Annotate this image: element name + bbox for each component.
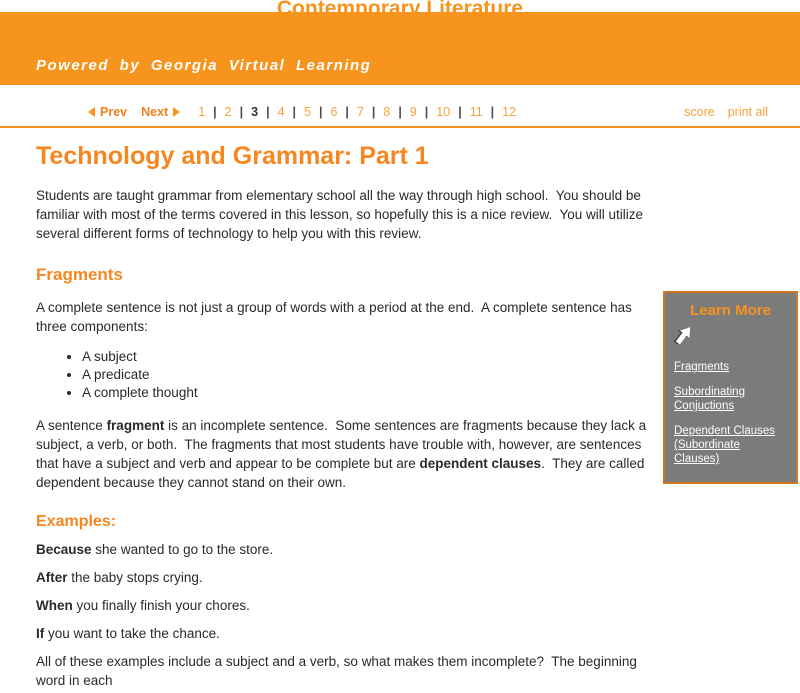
sidebar-link-fragments[interactable]: Fragments: [674, 361, 729, 373]
list-item: • A subject: [82, 348, 654, 366]
learn-more-panel: [663, 291, 798, 484]
example-sentence: Because she wanted to go to the store.: [36, 542, 274, 557]
arrow-up-right-icon: [672, 321, 696, 349]
page-link-11[interactable]: | 11: [450, 105, 482, 119]
next-button[interactable]: [141, 105, 180, 119]
prev-label: Prev: [100, 105, 128, 119]
learn-more-title: Learn More: [690, 302, 771, 319]
title-strip: [0, 0, 800, 20]
next-label: Next: [141, 105, 169, 119]
page-link-4[interactable]: | 4: [258, 105, 284, 119]
list-item: • A complete thought: [82, 384, 654, 402]
main-content: [0, 143, 800, 690]
examples-heading: Examples:: [36, 513, 117, 530]
page-number-list: [198, 105, 516, 119]
page-link-5[interactable]: | 5: [285, 105, 311, 119]
triangle-right-icon: [173, 107, 180, 117]
page-link-12[interactable]: | 12: [483, 105, 516, 119]
page-link-8[interactable]: | 8: [364, 105, 390, 119]
page-link-6[interactable]: | 6: [311, 105, 337, 119]
prev-button[interactable]: [88, 105, 127, 119]
nav-right-links: [684, 105, 768, 119]
components-list: [36, 348, 654, 402]
intro-paragraph: Students are taught grammar from elementary school all the way through high school. You should be familiar with most of the terms covered in this lesson, so hopefully this is a nice review. You will utilize several different forms of technology to help you with this review.: [36, 188, 647, 241]
fragments-heading: Fragments: [36, 265, 123, 284]
page-link-9[interactable]: | 9: [390, 105, 416, 119]
fragment-paragraph: A sentence fragment is an incomplete sentence. Some sentences are fragments because they lack a subject, a verb, or both. The fragments that most students have trouble with, however, are sentences that have a subject and verb and appear to be complete but are dependent clauses. They are called dependent because they cannot stand on their own.: [36, 418, 650, 490]
page-link-7[interactable]: | 7: [337, 105, 363, 119]
banner: [0, 12, 800, 85]
score-link[interactable]: score: [684, 105, 715, 119]
page-link-10[interactable]: | 10: [417, 105, 450, 119]
pagination-bar: [0, 85, 800, 128]
example-sentence: When you finally finish your chores.: [36, 598, 250, 613]
print-all-link[interactable]: print all: [727, 105, 768, 119]
page-link-3-current[interactable]: | 3: [232, 105, 258, 119]
example-sentence: After the baby stops crying.: [36, 570, 203, 585]
page-link-1[interactable]: 1: [198, 105, 206, 119]
page-link-2[interactable]: | 2: [205, 105, 231, 119]
triangle-left-icon: [88, 107, 95, 117]
banner-tagline: Powered by Georgia Virtual Learning: [36, 57, 372, 74]
closing-paragraph: All of these examples include a subject and a verb, so what makes them incomplete? The beginning word in each: [36, 654, 641, 688]
complete-sentence-paragraph: A complete sentence is not just a group of words with a period at the end. A complete sentence has three components:: [36, 300, 636, 334]
list-item: • A predicate: [82, 366, 654, 384]
example-sentence: If you want to take the chance.: [36, 626, 220, 641]
course-title: Contemporary Literature: [276, 0, 524, 20]
sidebar-link-dependent-clauses[interactable]: Dependent Clauses (Subordinate Clauses): [674, 425, 776, 465]
page-title: Technology and Grammar: Part 1: [36, 142, 429, 170]
sidebar-link-subordinating-conjuctions[interactable]: Subordinating Conjuctions: [674, 386, 745, 412]
